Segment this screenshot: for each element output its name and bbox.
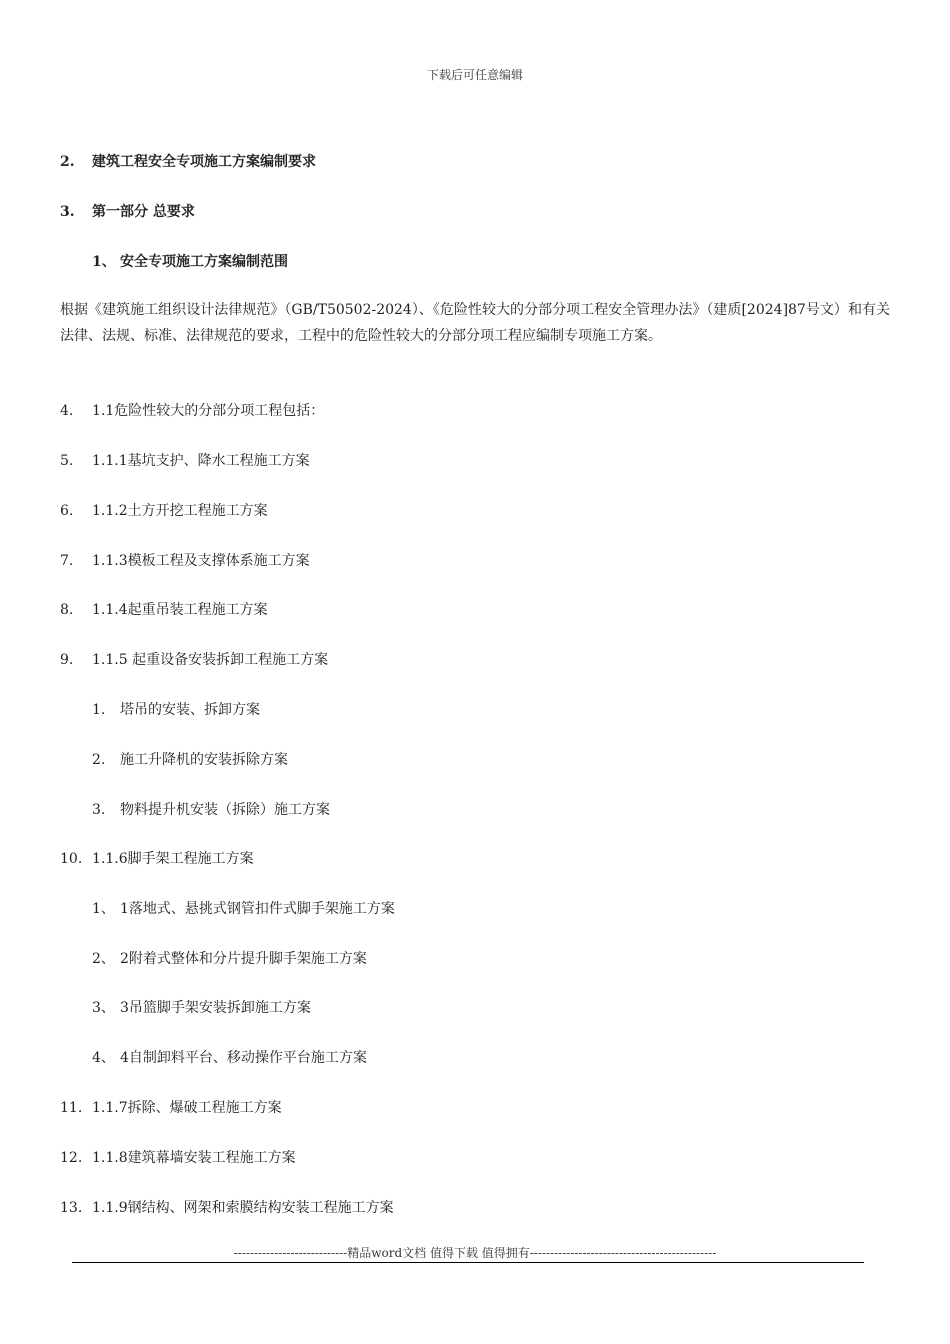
list-text: 1.1.6脚手架工程施工方案 [92,851,254,867]
list-item [60,1098,282,1118]
list-number: 4. [60,403,74,419]
list-number: 1. [92,702,106,718]
list-text: 2附着式整体和分片提升脚手架施工方案 [120,951,367,967]
list-item [60,451,310,471]
list-number: 2、 [92,951,115,967]
list-item [92,700,260,720]
heading-section-3 [60,202,195,222]
footer-rule [72,1262,864,1263]
list-number: 1、 [92,901,115,917]
list-text: 物料提升机安装（拆除）施工方案 [120,802,330,818]
list-text: 塔吊的安装、拆卸方案 [120,702,260,718]
list-number: 2. [92,752,106,768]
page-footer: ----------------------------精品word文档 值得下载 值得拥有---------------------------------------------- [233,1246,717,1260]
list-item [60,1198,394,1218]
list-item [92,800,330,820]
list-item [60,551,310,571]
heading-text: 第一部分 总要求 [92,204,195,220]
list-number: 3、 [92,1000,115,1016]
body-paragraph: 根据《建筑施工组织设计法律规范》（GB/T50502-2024）、《危险性较大的分部分项工程安全管理办法》（建质[2024]87号文）和有关法律、法规、标准、法律规范的要求，工程中的危险性较大的分部分项工程应编制专项施工方案。 [60,302,890,344]
list-item [92,1048,367,1068]
heading-text: 建筑工程安全专项施工方案编制要求 [92,154,316,170]
list-text: 1.1.1基坑支护、降水工程施工方案 [92,453,310,469]
list-number: 6. [60,503,74,519]
page-header: 下载后可任意编辑 [426,68,523,82]
list-text: 1.1危险性较大的分部分项工程包括： [92,403,325,419]
list-text: 1.1.2土方开挖工程施工方案 [92,503,268,519]
list-text: 1.1.9钢结构、网架和索膜结构安装工程施工方案 [92,1200,394,1216]
list-number: 5. [60,453,74,469]
heading-number: 1、 [92,254,116,270]
list-text: 1.1.3模板工程及支撑体系施工方案 [92,553,310,569]
heading-number: 3. [60,204,75,220]
list-text: 1.1.8建筑幕墙安装工程施工方案 [92,1150,296,1166]
list-text: 施工升降机的安装拆除方案 [120,752,288,768]
heading-section-2 [60,152,316,172]
list-text: 1落地式、悬挑式钢管扣件式脚手架施工方案 [120,901,395,917]
list-number: 13. [60,1200,83,1216]
list-text: 4自制卸料平台、移动操作平台施工方案 [120,1050,367,1066]
list-text: 3吊篮脚手架安装拆卸施工方案 [120,1000,311,1016]
heading-number: 2. [60,154,75,170]
list-item [60,650,328,670]
list-item [92,899,395,919]
list-text: 1.1.5 起重设备安装拆卸工程施工方案 [92,652,329,668]
heading-text: 安全专项施工方案编制范围 [120,254,288,270]
list-text: 1.1.7拆除、爆破工程施工方案 [92,1100,282,1116]
list-item [60,1148,296,1168]
list-text: 1.1.4起重吊装工程施工方案 [92,602,268,618]
list-number: 7. [60,553,74,569]
list-item [60,849,254,869]
list-item [60,401,324,421]
list-item [60,501,268,521]
list-number: 10. [60,851,83,867]
list-number: 11. [60,1100,83,1116]
list-number: 3. [92,802,106,818]
list-number: 9. [60,652,74,668]
list-number: 4、 [92,1050,115,1066]
list-item [92,949,367,969]
list-item [60,600,268,620]
list-item [92,750,288,770]
list-item [92,998,311,1018]
list-number: 8. [60,602,74,618]
list-number: 12. [60,1150,83,1166]
heading-subsection-1 [92,252,288,272]
